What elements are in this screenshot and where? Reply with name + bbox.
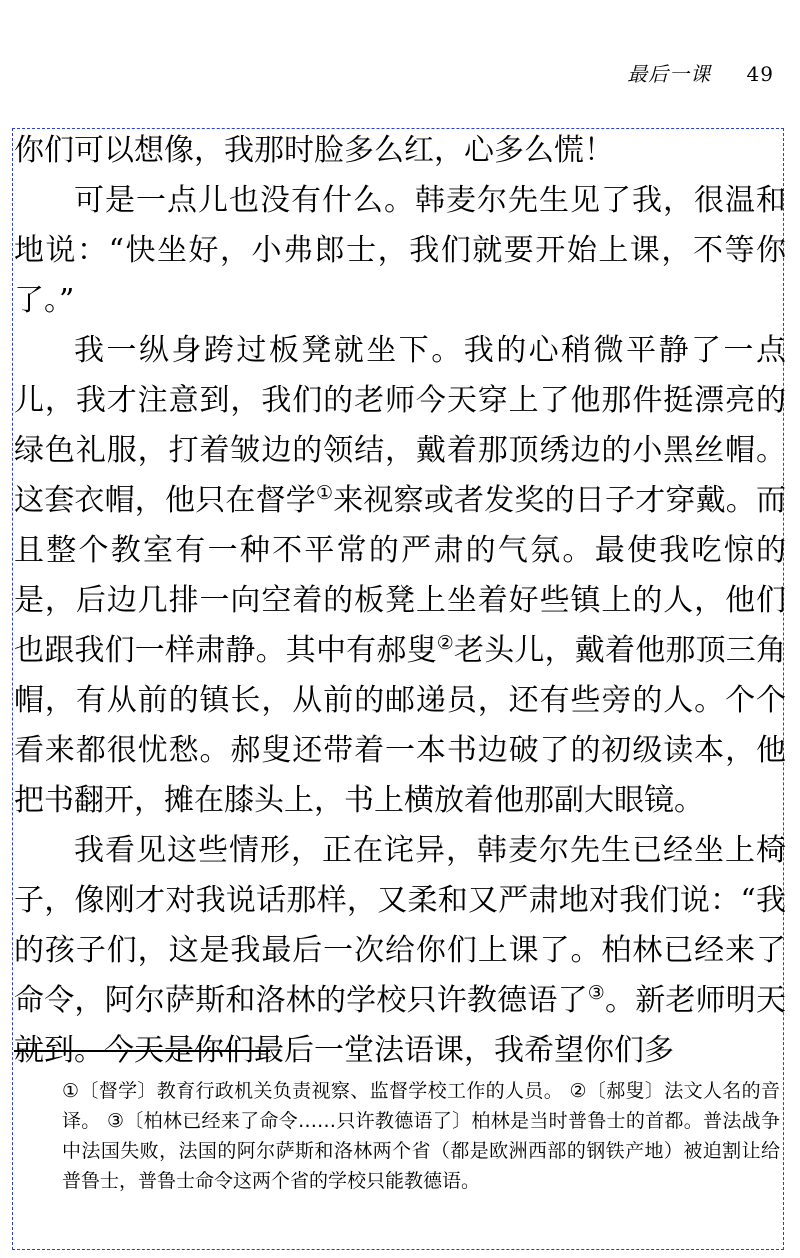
paragraph: 你们可以想像，我那时脸多么红，心多么慌！ [14,133,614,168]
footnote-3: ③〔柏林已经来了命令……只许教德语了〕柏林是当时普鲁士的首都。普法战争中法国失败，法国的阿尔萨斯和洛林两个省（都是欧洲西部的钢铁产地）被迫割让给普鲁士，普鲁士命令这两个省的学校只能教德语。 [62,1110,780,1192]
footnote-marker-1[interactable]: ① [315,482,334,504]
running-title: 最后一课 [627,62,712,86]
paragraph-text: 我一纵身跨过板凳就坐下。我的心稍微平静了一点儿，我才注意到，我们的老师今天穿上了他那件挺漂亮的绿色礼服，打着皱边的领结，戴着那顶绣边的小黑丝帽。这套衣帽，他只在督学 [14,333,786,518]
paragraph-text: 老头儿，戴着他那顶三角帽，有从前的镇长，从前的邮递员，还有些旁的人。个个看来都很忧愁。郝叟还带着一本书边破了的初级读本，他把书翻开，摊在膝头上，书上横放着他那副大眼镜。 [14,633,786,818]
footnote-1: ①〔督学〕教育行政机关负责视察、监督学校工作的人员。 [62,1080,564,1102]
footnote-marker-3[interactable]: ③ [587,982,605,1004]
paragraph-text: 来视察或者发奖的日子才穿戴。而且整个教室有一种不平常的严肃的气氛。最使我吃惊的是，后边几排一向空着的板凳上坐着好些镇上的人，他们也跟我们一样肃静。其中有郝叟 [14,483,786,668]
page-number: 49 [746,62,774,86]
footnote-marker-2[interactable]: ② [436,632,455,654]
footnotes [62,1076,780,1196]
page-header [627,58,774,87]
footnote-divider [14,1050,270,1052]
paragraph-text: 我看见这些情形，正在诧异，韩麦尔先生已经坐上椅子，像刚才对我说话那样，又柔和又严肃地对我们说：“我的孩子们，这是我最后一次给你们上课了。柏林已经来了命令，阿尔萨斯和洛林的学校只许教德语了 [14,833,786,1018]
paragraph: 可是一点儿也没有什么。韩麦尔先生见了我，很温和地说：“快坐好，小弗郎士，我们就要开始上课，不等你了。” [14,183,786,318]
body-text [14,126,786,1076]
footnote-2: ②〔郝叟〕法文人名的音译。 [62,1080,780,1132]
paragraph [14,826,786,1076]
paragraph-text: 。新老师明天就到。今天是你们最后一堂法语课，我希望你们多 [14,983,786,1068]
paragraph [14,326,786,826]
